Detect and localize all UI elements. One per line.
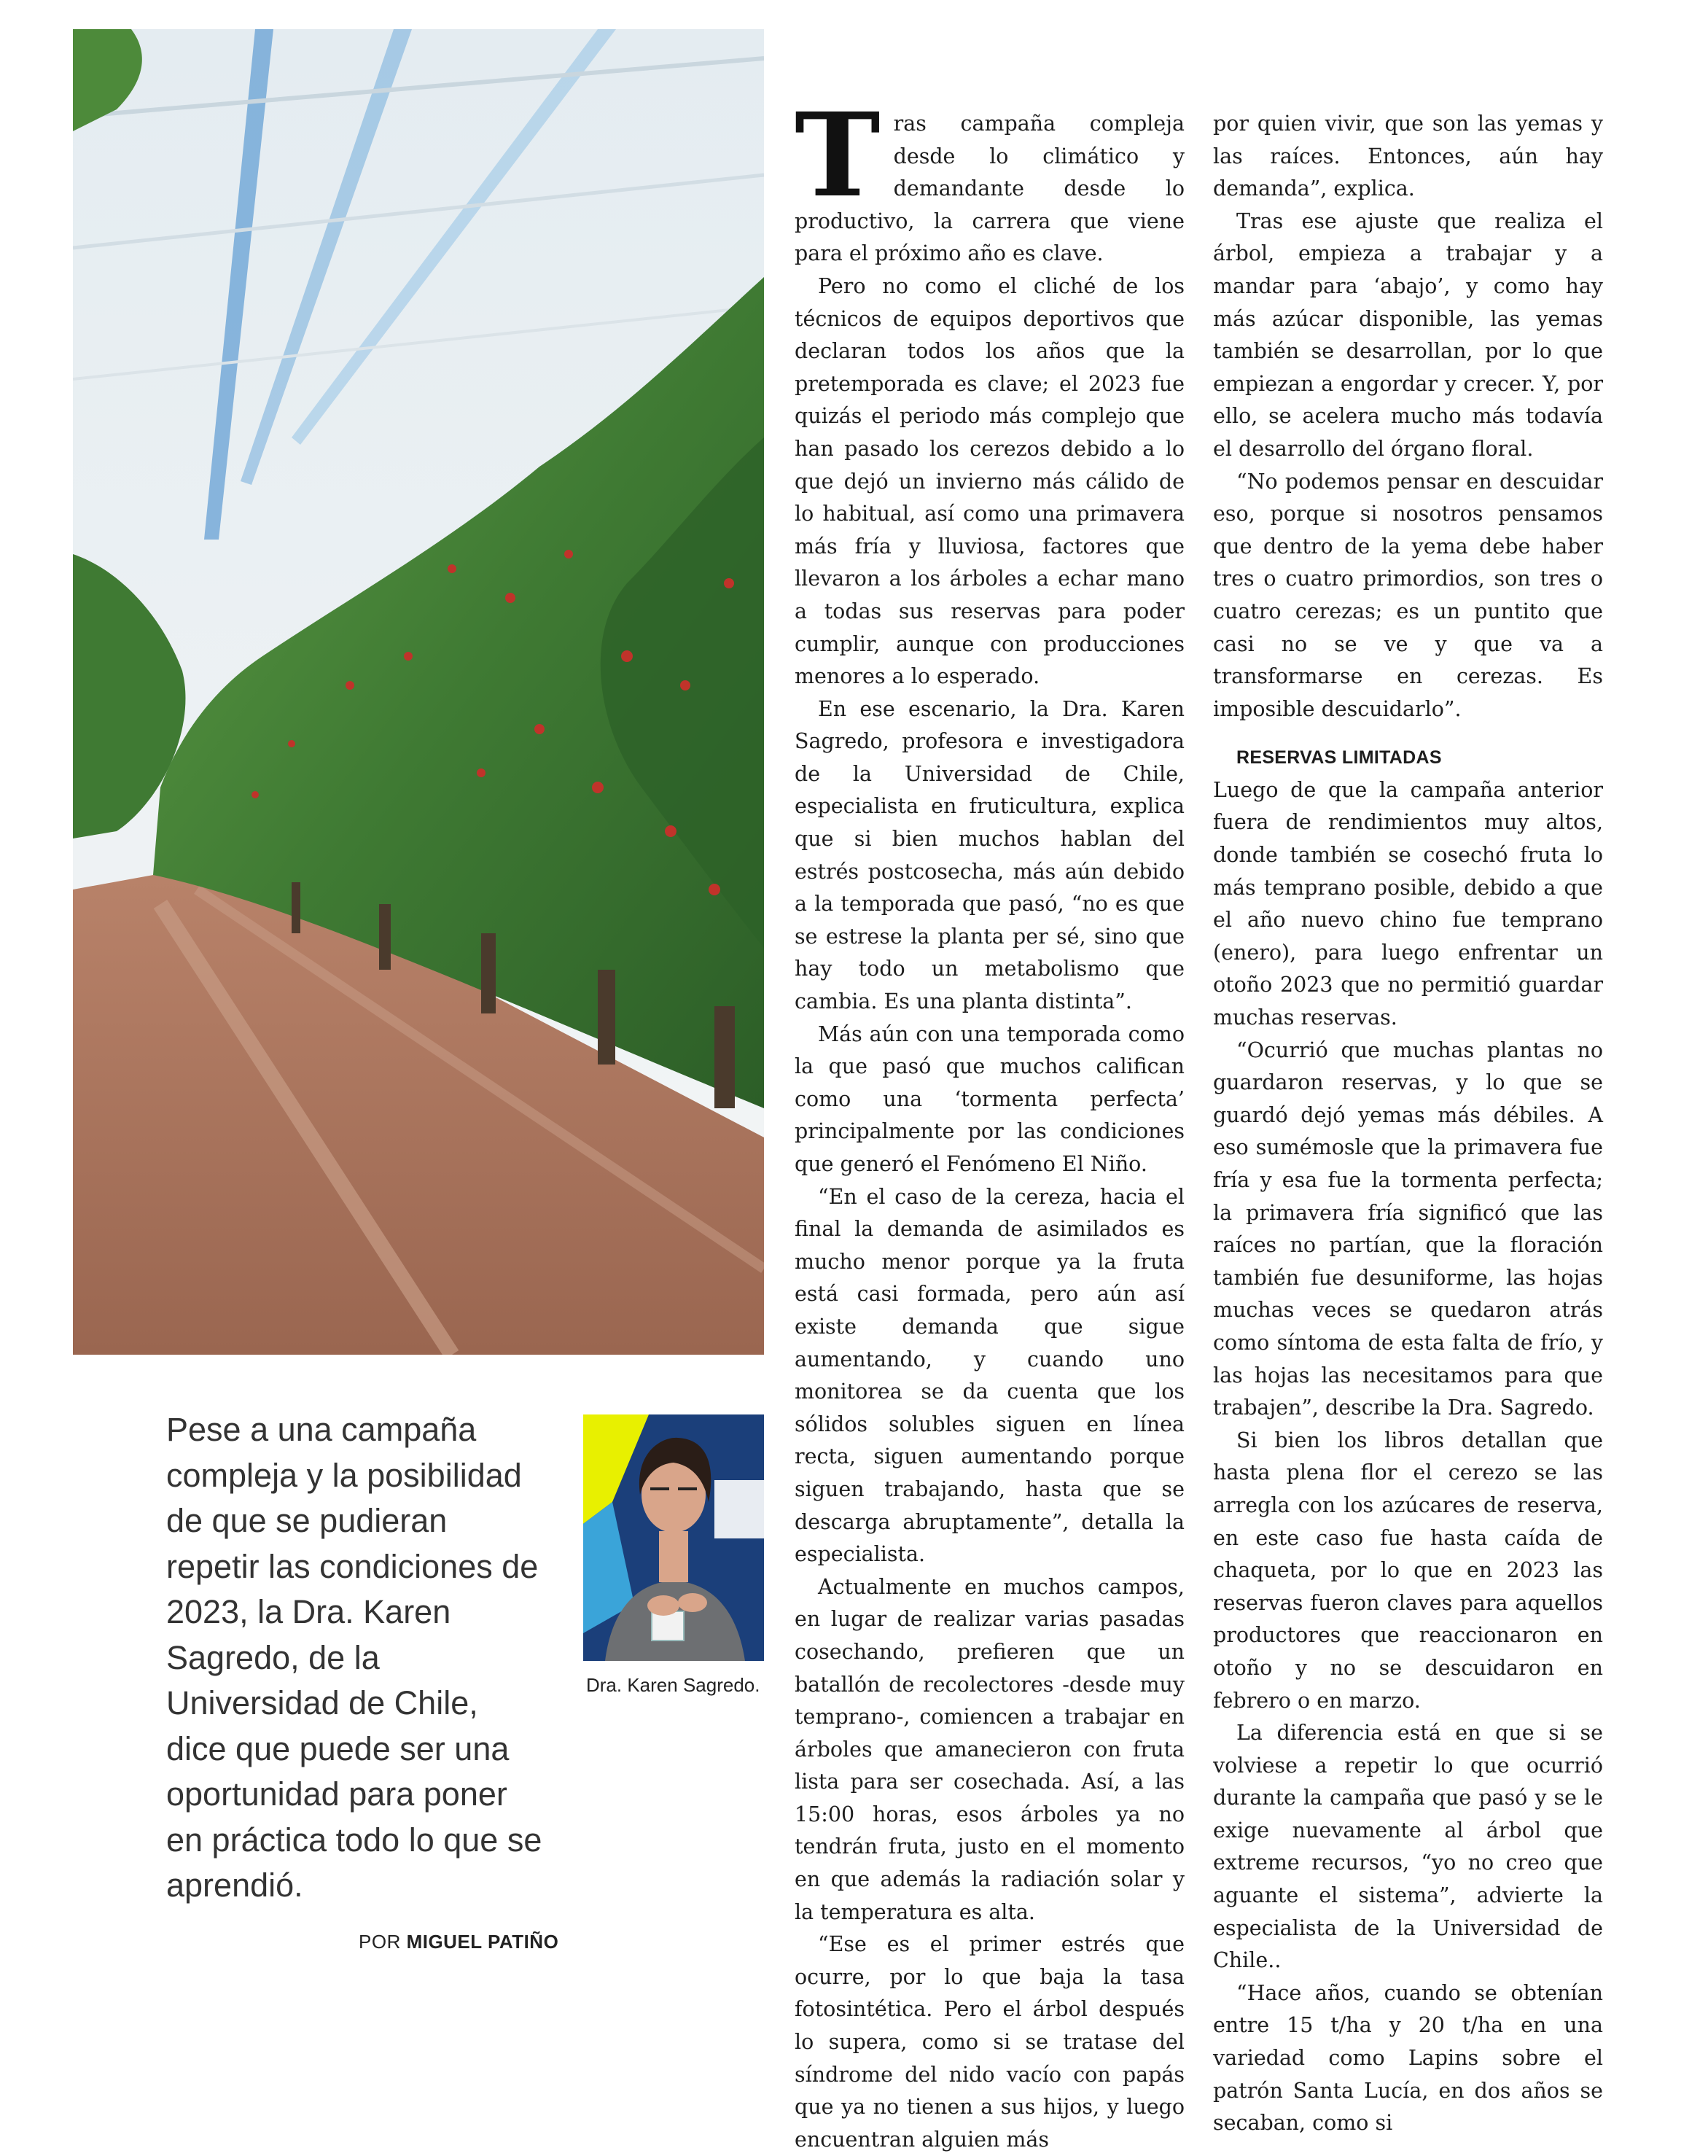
article-paragraph: Luego de que la campaña anterior fuera de rendimientos muy altos, donde también se cosechó fruta lo más temprano posible, debido a que el año nuevo chino fue temprano (enero), para luego enfrentar un otoño 2023 que no permitió guardar muchas reservas. — [1213, 777, 1603, 1030]
article-paragraph: Pero no como el cliché de los técnicos de equipos deportivos que declaran todos los años que la pretemporada es clave; el 2023 fue quizás el periodo más complejo que han pasado los cerezos debido a lo que dejó un invierno más cálido de lo habitual, así como una primavera más fría y lluviosa, factores que llevaron a los árboles a echar mano a todas sus reservas para poder cumplir, aunque con producciones menores a lo esperado. — [795, 273, 1185, 689]
article-column-2 — [1213, 108, 1603, 2136]
article-deck: Pese a una campaña compleja y la posibilidad de que se pudieran repetir las condiciones de 2023, la Dra. Karen Sagredo, de la Universidad de Chile, dice que puede ser una oportunidad para poner en práctica todo lo que se aprendió. — [166, 1411, 542, 1904]
byline — [359, 1931, 558, 1953]
article-paragraph: Actualmente en muchos campos, en lugar de realizar varias pasadas cosechando, prefieren que un batallón de recolectores -desde muy temprano-, comiencen a trabajar en árboles que amanecieron con fruta lista para ser cosechada. Así, a las 15:00 horas, esos árboles ya no tendrán fruta, justo en el momento en que además la radiación solar y la temperatura es alta. — [795, 1574, 1185, 1924]
article-paragraph: Más aún con una temporada como la que pasó que muchos califican como una ‘tormenta perfecta’ principalmente por las condiciones que generó el Fenómeno El Niño. — [795, 1021, 1185, 1176]
article-paragraph: “Hace años, cuando se obtenían entre 15 t/ha y 20 t/ha en una variedad como Lapins sobre el patrón Santa Lucía, en dos años se secaban, como si — [1213, 1980, 1603, 2136]
article-paragraph: por quien vivir, que son las yemas y las raíces. Entonces, aún hay demanda”, explica. — [1213, 112, 1603, 201]
portrait-image — [583, 1414, 764, 1661]
byline-author: MIGUEL PATIÑO — [406, 1931, 559, 1953]
article-paragraph: “Ocurrió que muchas plantas no guardaron reservas, y lo que se guardó dejó yemas más débiles. A eso sumémosle que la primavera fue fría y esa fue la tormenta perfecta; la primavera fría significó que las raíces no partían, que la floración también fue desuniforme, las hojas muchas veces se quedaron atrás como síntoma de esta falta de frío, y las hojas las necesitamos para que trabajen”, describe la Dra. Sagredo. — [1213, 1038, 1603, 1420]
article-paragraph: Si bien los libros detallan que hasta plena flor el cerezo se las arregla con los azúcares de reserva, en este caso fue hasta caída de chaqueta, por lo que en 2023 las reservas fueron claves para aquellos productores que reaccionaron en otoño y no se descuidaron en febrero o en marzo. — [1213, 1428, 1603, 1713]
orchard-image — [73, 29, 764, 1355]
paragraph-text: ras campaña compleja desde lo climático y demandante desde lo productivo, la carrera que viene para el próximo año es clave. — [795, 112, 1185, 266]
portrait-photo — [583, 1414, 764, 1661]
article-column-1 — [795, 88, 1185, 2152]
drop-cap: T — [795, 88, 881, 223]
article-paragraph: “No podemos pensar en descuidar eso, porque si nosotros pensamos que dentro de la yema debe haber tres o cuatro primordios, son tres o cuatro cerezas; es un puntito que casi no se ve y que va a transformarse en cerezas. Es imposible descuidarlo”. — [1213, 469, 1603, 721]
section-subhead: RESERVAS LIMITADAS — [1236, 747, 1442, 768]
article-paragraph — [795, 88, 1185, 271]
orchard-photo — [73, 29, 764, 1355]
article-paragraph: “Ese es el primer estrés que ocurre, por lo que baja la tasa fotosintética. Pero el árbol después lo supera, como si se tratase del síndrome del nido vacío con papás que ya no tienen a sus hijos, y luego encuentran alguien más — [795, 1932, 1185, 2152]
article-paragraph: En ese escenario, la Dra. Karen Sagredo, profesora e investigadora de la Universidad de Chile, especialista en fruticultura, explica que si bien muchos hablan del estrés postcosecha, más aún debido a la temporada que pasó, “no es que se estrese la planta per sé, sino que hay todo un metabolismo que cambia. Es una planta distinta”. — [795, 696, 1185, 1014]
byline-prefix: POR — [359, 1931, 401, 1953]
portrait-caption: Dra. Karen Sagredo. — [586, 1674, 760, 1696]
article-paragraph: “En el caso de la cereza, hacia el final la demanda de asimilados es mucho menor porque ya la fruta está casi formada, pero aún así existe demanda que sigue aumentando, y cuando uno monitorea se da cuenta que los sólidos solubles siguen en línea recta, siguen aumentando porque siguen trabajando, hasta que se descarga abruptamente”, detalla la especialista. — [795, 1184, 1185, 1567]
article-paragraph: Tras ese ajuste que realiza el árbol, empieza a trabajar y a mandar para ‘abajo’, y como hay más azúcar disponible, las yemas también se desarrollan, por lo que empiezan a engordar y crecer. Y, por ello, se acelera mucho más todavía el desarrollo del órgano floral. — [1213, 209, 1603, 461]
article-paragraph: La diferencia está en que si se volviese a repetir lo que ocurrió durante la campaña que pasó y se le exige nuevamente al árbol que extreme recursos, “yo no creo que aguante el sistema”, advierte la especialista de la Universidad de Chile.. — [1213, 1721, 1603, 1973]
